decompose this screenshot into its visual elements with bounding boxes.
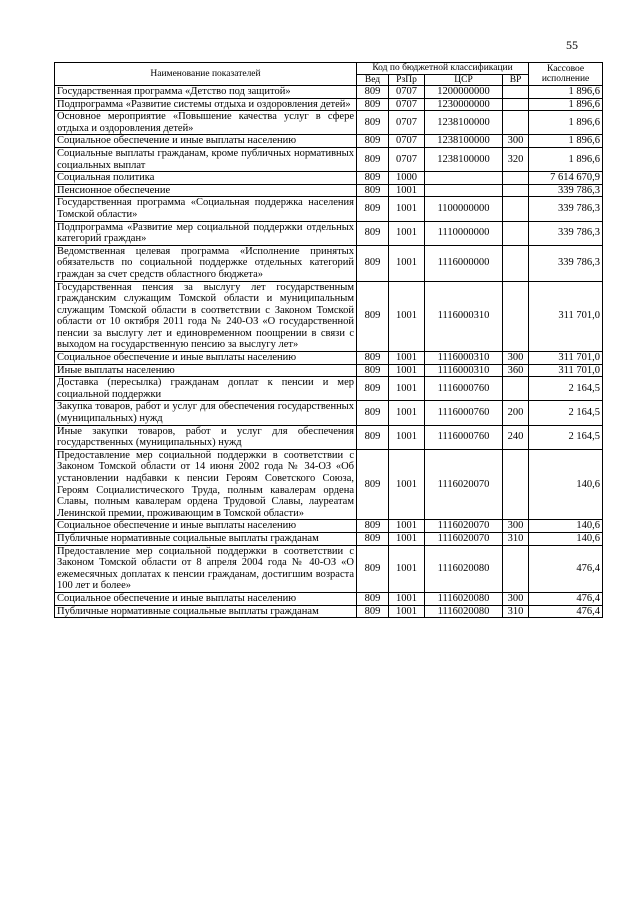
row-vr	[503, 184, 529, 197]
row-name: Социальное обеспечение и иные выплаты населению	[55, 135, 357, 148]
row-vr: 300	[503, 135, 529, 148]
row-rzpr: 0707	[389, 98, 425, 111]
row-amount: 2 164,5	[529, 425, 603, 449]
row-vr: 300	[503, 592, 529, 605]
row-name: Предоставление мер социальной поддержки в соответствии с Законом Томской области от 14 июня 2002 года № 34-ОЗ «Об установлении надбавки к пенсии Героям Советского Союза, Героям Социалистического Труда, полным кавалерам ордена Славы, полным кавалерам ордена Трудовой Славы, лауреатам Ленинской премии, проживающим в Томской области»	[55, 449, 357, 520]
row-vr: 310	[503, 532, 529, 545]
table-row	[55, 184, 603, 197]
row-ved: 809	[357, 281, 389, 352]
table-row	[55, 592, 603, 605]
row-csr: 1200000000	[425, 86, 503, 99]
row-csr: 1116020080	[425, 605, 503, 618]
row-amount: 1 896,6	[529, 135, 603, 148]
table-row	[55, 364, 603, 377]
row-csr: 1116020070	[425, 532, 503, 545]
row-rzpr: 1001	[389, 197, 425, 221]
table-row	[55, 135, 603, 148]
table-row	[55, 532, 603, 545]
table-row	[55, 449, 603, 520]
row-vr	[503, 545, 529, 592]
row-name: Социальное обеспечение и иные выплаты населению	[55, 352, 357, 365]
row-ved: 809	[357, 147, 389, 171]
row-vr: 240	[503, 425, 529, 449]
table-row	[55, 281, 603, 352]
row-csr: 1116000760	[425, 425, 503, 449]
row-rzpr: 1001	[389, 592, 425, 605]
row-name: Подпрограмма «Развитие мер социальной поддержки отдельных категорий граждан»	[55, 221, 357, 245]
row-vr	[503, 172, 529, 185]
row-vr	[503, 86, 529, 99]
row-amount: 339 786,3	[529, 221, 603, 245]
row-name: Пенсионное обеспечение	[55, 184, 357, 197]
row-name: Публичные нормативные социальные выплаты гражданам	[55, 605, 357, 618]
row-ved: 809	[357, 86, 389, 99]
row-rzpr: 1001	[389, 545, 425, 592]
row-vr	[503, 449, 529, 520]
row-name: Основное мероприятие «Повышение качества услуг в сфере отдыха и оздоровления детей»	[55, 111, 357, 135]
row-rzpr: 1001	[389, 184, 425, 197]
row-name: Социальные выплаты гражданам, кроме публичных нормативных социальных выплат	[55, 147, 357, 171]
row-rzpr: 0707	[389, 147, 425, 171]
row-amount: 476,4	[529, 605, 603, 618]
row-vr: 200	[503, 401, 529, 425]
row-amount: 311 701,0	[529, 364, 603, 377]
row-amount: 339 786,3	[529, 197, 603, 221]
row-rzpr: 1001	[389, 245, 425, 281]
row-amount: 2 164,5	[529, 401, 603, 425]
table-row	[55, 245, 603, 281]
row-amount: 311 701,0	[529, 352, 603, 365]
row-csr: 1100000000	[425, 197, 503, 221]
table-row	[55, 352, 603, 365]
row-ved: 809	[357, 592, 389, 605]
row-csr: 1116020080	[425, 545, 503, 592]
header-code-group: Код по бюджетной классификации	[357, 63, 529, 75]
row-vr	[503, 245, 529, 281]
row-amount: 2 164,5	[529, 377, 603, 401]
header-rzpr: РзПр	[389, 74, 425, 86]
header-ved: Вед	[357, 74, 389, 86]
row-csr: 1238100000	[425, 147, 503, 171]
budget-table	[54, 62, 603, 618]
row-rzpr: 0707	[389, 86, 425, 99]
table-row	[55, 221, 603, 245]
row-ved: 809	[357, 352, 389, 365]
row-vr	[503, 197, 529, 221]
row-csr	[425, 184, 503, 197]
row-vr	[503, 111, 529, 135]
row-ved: 809	[357, 532, 389, 545]
table-row	[55, 197, 603, 221]
row-vr: 310	[503, 605, 529, 618]
row-name: Социальное обеспечение и иные выплаты населению	[55, 592, 357, 605]
row-rzpr: 1001	[389, 352, 425, 365]
row-ved: 809	[357, 135, 389, 148]
row-ved: 809	[357, 184, 389, 197]
row-csr	[425, 172, 503, 185]
row-name: Ведомственная целевая программа «Исполнение принятых обязательств по социальной поддержке отдельных категорий граждан за счет средств областного бюджета»	[55, 245, 357, 281]
row-name: Публичные нормативные социальные выплаты гражданам	[55, 532, 357, 545]
row-amount: 311 701,0	[529, 281, 603, 352]
table-row	[55, 86, 603, 99]
row-ved: 809	[357, 98, 389, 111]
row-ved: 809	[357, 377, 389, 401]
row-csr: 1116000760	[425, 401, 503, 425]
row-ved: 809	[357, 520, 389, 533]
row-csr: 1116020070	[425, 520, 503, 533]
row-vr	[503, 98, 529, 111]
row-name: Социальное обеспечение и иные выплаты населению	[55, 520, 357, 533]
row-rzpr: 1001	[389, 377, 425, 401]
row-name: Государственная программа «Детство под защитой»	[55, 86, 357, 99]
table-row	[55, 98, 603, 111]
row-rzpr: 1001	[389, 520, 425, 533]
row-ved: 809	[357, 172, 389, 185]
row-vr: 320	[503, 147, 529, 171]
row-rzpr: 0707	[389, 111, 425, 135]
row-amount: 1 896,6	[529, 111, 603, 135]
row-ved: 809	[357, 401, 389, 425]
row-ved: 809	[357, 449, 389, 520]
row-amount: 140,6	[529, 520, 603, 533]
row-rzpr: 1001	[389, 449, 425, 520]
row-amount: 1 896,6	[529, 147, 603, 171]
table-row	[55, 111, 603, 135]
row-vr: 300	[503, 520, 529, 533]
row-vr	[503, 221, 529, 245]
row-name: Подпрограмма «Развитие системы отдыха и оздоровления детей»	[55, 98, 357, 111]
row-ved: 809	[357, 221, 389, 245]
row-csr: 1116000000	[425, 245, 503, 281]
row-vr	[503, 377, 529, 401]
row-amount: 140,6	[529, 449, 603, 520]
table-row	[55, 401, 603, 425]
row-csr: 1116000310	[425, 281, 503, 352]
row-rzpr: 1001	[389, 401, 425, 425]
table-row	[55, 425, 603, 449]
header-vr: ВР	[503, 74, 529, 86]
row-name: Социальная политика	[55, 172, 357, 185]
table-row	[55, 147, 603, 171]
row-ved: 809	[357, 425, 389, 449]
row-ved: 809	[357, 245, 389, 281]
row-csr: 1116000310	[425, 364, 503, 377]
row-vr: 300	[503, 352, 529, 365]
header-name: Наименование показателей	[55, 63, 357, 86]
row-name: Доставка (пересылка) гражданам доплат к пенсии и мер социальной поддержки	[55, 377, 357, 401]
row-ved: 809	[357, 545, 389, 592]
row-rzpr: 1001	[389, 425, 425, 449]
row-csr: 1116000760	[425, 377, 503, 401]
row-csr: 1116020080	[425, 592, 503, 605]
row-name: Закупка товаров, работ и услуг для обеспечения государственных (муниципальных) нужд	[55, 401, 357, 425]
row-vr: 360	[503, 364, 529, 377]
row-csr: 1230000000	[425, 98, 503, 111]
row-rzpr: 1001	[389, 364, 425, 377]
row-csr: 1116020070	[425, 449, 503, 520]
page-number: 55	[566, 38, 578, 52]
row-amount: 476,4	[529, 545, 603, 592]
row-name: Предоставление мер социальной поддержки в соответствии с Законом Томской области от 8 апреля 2004 года № 40-ОЗ «О ежемесячных доплатах к пенсии гражданам, достигшим возраста 100 лет и более»	[55, 545, 357, 592]
header-csr: ЦСР	[425, 74, 503, 86]
row-amount: 476,4	[529, 592, 603, 605]
row-csr: 1116000310	[425, 352, 503, 365]
row-csr: 1238100000	[425, 111, 503, 135]
row-amount: 1 896,6	[529, 86, 603, 99]
row-csr: 1238100000	[425, 135, 503, 148]
row-name: Иные закупки товаров, работ и услуг для обеспечения государственных (муниципальных) нужд	[55, 425, 357, 449]
row-amount: 339 786,3	[529, 245, 603, 281]
row-amount: 140,6	[529, 532, 603, 545]
row-ved: 809	[357, 111, 389, 135]
row-name: Иные выплаты населению	[55, 364, 357, 377]
table-row	[55, 172, 603, 185]
table-row	[55, 605, 603, 618]
row-rzpr: 1001	[389, 281, 425, 352]
row-name: Государственная программа «Социальная поддержка населения Томской области»	[55, 197, 357, 221]
row-rzpr: 1001	[389, 605, 425, 618]
table-row	[55, 377, 603, 401]
row-vr	[503, 281, 529, 352]
row-rzpr: 1001	[389, 532, 425, 545]
row-ved: 809	[357, 197, 389, 221]
row-ved: 809	[357, 605, 389, 618]
row-name: Государственная пенсия за выслугу лет государственным гражданским служащим Томской области и муниципальным служащим Томской области в соответствии с Законом Томской области от 10 октября 2011 года № 240-ОЗ «О государственной пенсии за выслугу лет и единовременном поощрении в связи с выходом на государственную пенсию за выслугу лет»	[55, 281, 357, 352]
row-rzpr: 1001	[389, 221, 425, 245]
row-amount: 7 614 670,9	[529, 172, 603, 185]
row-ved: 809	[357, 364, 389, 377]
row-rzpr: 0707	[389, 135, 425, 148]
row-rzpr: 1000	[389, 172, 425, 185]
row-amount: 1 896,6	[529, 98, 603, 111]
header-amount: Кассовое исполнение	[529, 63, 603, 86]
row-amount: 339 786,3	[529, 184, 603, 197]
table-row	[55, 520, 603, 533]
row-csr: 1110000000	[425, 221, 503, 245]
table-row	[55, 545, 603, 592]
